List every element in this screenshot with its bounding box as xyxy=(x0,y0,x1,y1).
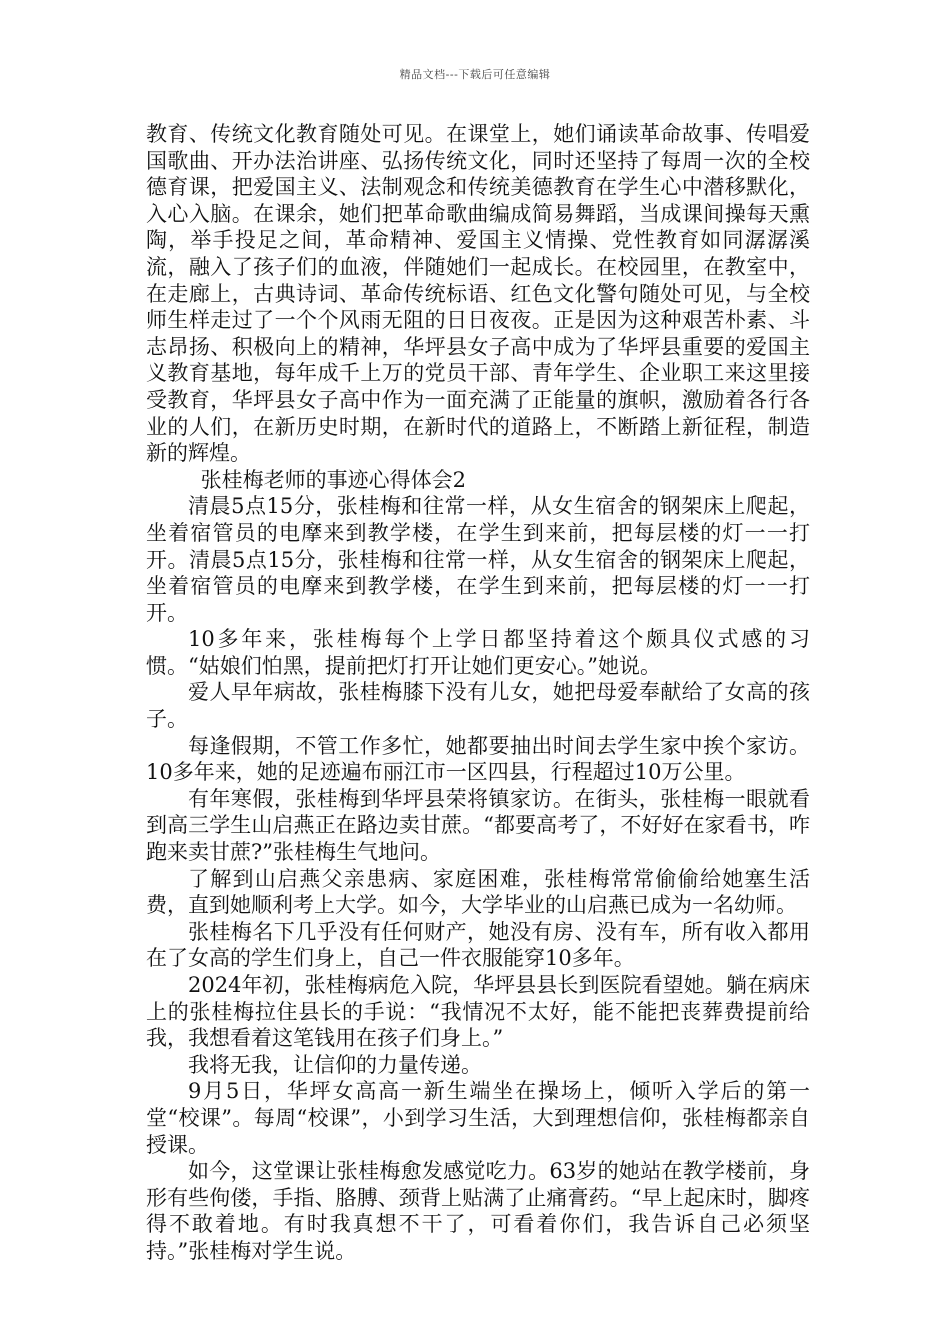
paragraph: 有年寒假，张桂梅到华坪县荣将镇家访。在街头，张桂梅一眼就看到高三学生山启燕正在路边卖甘蔗。“都要高考了，不好好在家看书，咋跑来卖甘蔗?”张桂梅生气地问。 xyxy=(146,786,810,865)
paragraph: 2024年初，张桂梅病危入院，华坪县县长到医院看望她。躺在病床上的张桂梅拉住县长的手说：“我情况不太好，能不能把丧葬费提前给我，我想看着这笔钱用在孩子们身上。” xyxy=(146,973,810,1051)
document-body xyxy=(146,121,810,1265)
page-header: 精品文档---下载后可任意编辑 xyxy=(399,68,551,81)
paragraph: 了解到山启燕父亲患病、家庭困难，张桂梅常常偷偷给她塞生活费，直到她顺利考上大学。如今，大学毕业的山启燕已成为一名幼师。 xyxy=(146,866,810,918)
paragraph-continued: 教育、传统文化教育随处可见。在课堂上，她们诵读革命故事、传唱爱国歌曲、开办法治讲座、弘扬传统文化，同时还坚持了每周一次的全校德育课，把爱国主义、法制观念和传统美德教育在学生心中潜移默化，入心入脑。在课余，她们把革命歌曲编成简易舞蹈，当成课间操每天熏陶，举手投足之间，革命精神、爱国主义情操、党性教育如同潺潺溪流，融入了孩子们的血液，伴随她们一起成长。在校园里，在教室中，在走廊上，古典诗词、革命传统标语、红色文化警句随处可见，与全校师生样走过了一个个风雨无阻的日日夜夜。正是因为这种艰苦朴素、斗志昂扬、积极向上的精神，华坪县女子高中成为了华坪县重要的爱国主义教育基地，每年成千上万的党员干部、青年学生、企业职工来这里接受教育，华坪县女子高中作为一面充满了正能量的旗帜，激励着各行各业的人们，在新历史时期，在新时代的道路上，不断踏上新征程，制造新的辉煌。 xyxy=(146,122,810,466)
paragraph: 我将无我，让信仰的力量传递。 xyxy=(188,1052,482,1077)
paragraph: 清晨5点15分，张桂梅和往常一样，从女生宿舍的钢架床上爬起，坐着宿管员的电摩来到教学楼，在学生到来前，把每层楼的灯一一打开。清晨5点15分，张桂梅和往常一样，从女生宿舍的钢架床上爬起，坐着宿管员的电摩来到教学楼，在学生到来前，把每层楼的灯一一打开。 xyxy=(146,494,810,625)
paragraph: 张桂梅名下几乎没有任何财产，她没有房、没有车，所有收入都用在了女高的学生们身上，自己一件衣服能穿10多年。 xyxy=(146,919,810,971)
paragraph: 每逢假期，不管工作多忙，她都要抽出时间去学生家中挨个家访。10多年来，她的足迹遍布丽江市一区四县，行程超过10万公里。 xyxy=(146,733,810,785)
paragraph: 如今，这堂课让张桂梅愈发感觉吃力。63岁的她站在教学楼前，身形有些佝偻，手指、胳膊、颈背上贴满了止痛膏药。“早上起床时，脚疼得不敢着地。有时我真想不干了，可看着你们，我告诉自己必须坚持。”张桂梅对学生说。 xyxy=(146,1159,810,1263)
paragraph: 爱人早年病故，张桂梅膝下没有儿女，她把母爱奉献给了女高的孩子。 xyxy=(146,680,810,732)
paragraph: 9月5日，华坪女高高一新生端坐在操场上，倾听入学后的第一堂“校课”。每周“校课”，小到学习生活，大到理想信仰，张桂梅都亲自授课。 xyxy=(146,1079,810,1157)
paragraph: 10多年来，张桂梅每个上学日都坚持着这个颇具仪式感的习惯。“姑娘们怕黑，提前把灯打开让她们更安心。”她说。 xyxy=(146,627,810,678)
section-heading: 张桂梅老师的事迹心得体会2 xyxy=(200,467,466,492)
